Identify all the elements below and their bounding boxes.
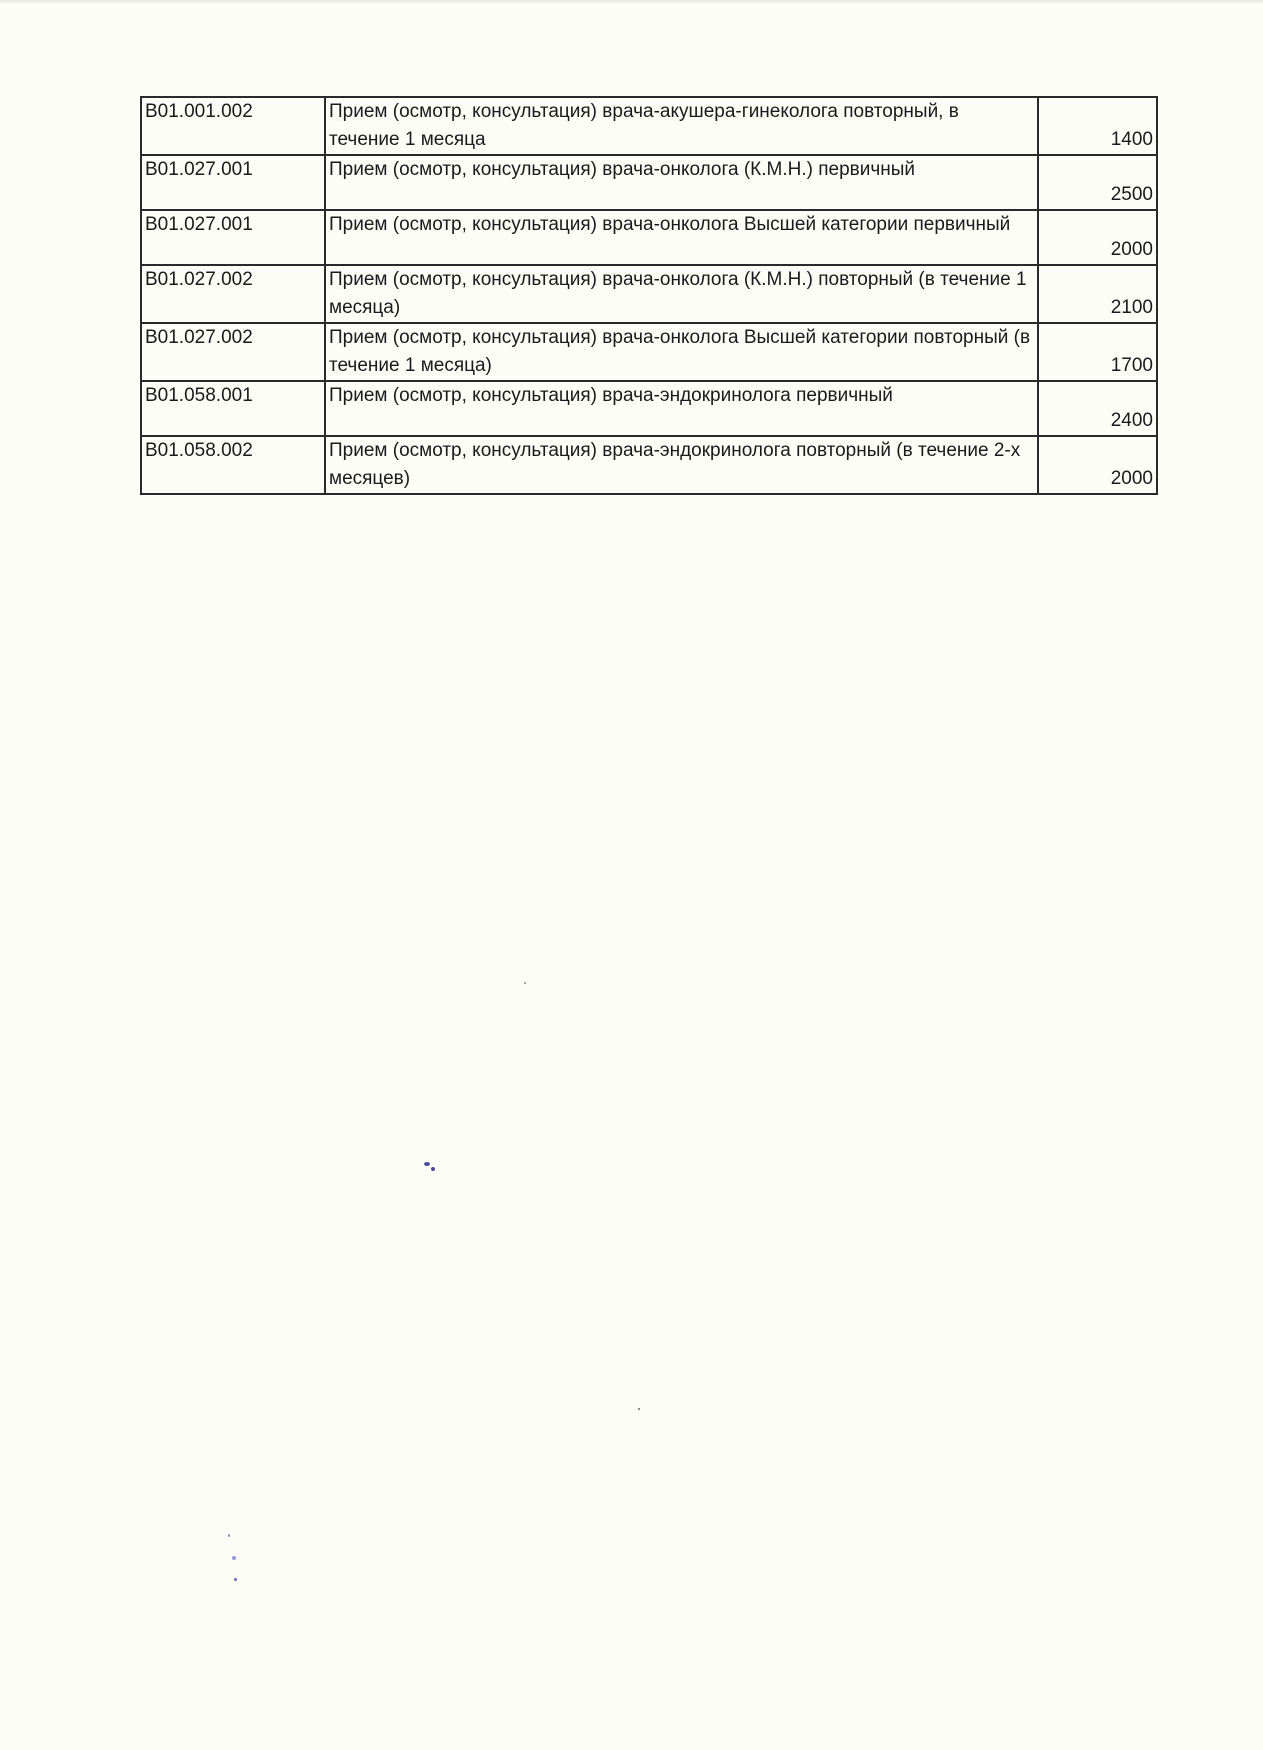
service-price: 2100 [1038,265,1157,323]
service-name: Прием (осмотр, консультация) врача-онколога Высшей категории первичный [325,210,1038,265]
service-price: 2000 [1038,210,1157,265]
service-name: Прием (осмотр, консультация) врача-онколога (К.М.Н.) первичный [325,155,1038,210]
service-code: B01.058.002 [141,436,325,494]
service-price: 2000 [1038,436,1157,494]
service-name: Прием (осмотр, консультация) врача-эндокринолога первичный [325,381,1038,436]
price-table [140,96,1158,495]
scan-speck [232,1556,236,1560]
scan-speck [638,1408,640,1410]
service-price: 1700 [1038,323,1157,381]
scan-speck [424,1162,430,1166]
table-row [141,210,1157,265]
table-row [141,155,1157,210]
scan-speck [431,1167,435,1171]
service-price: 1400 [1038,97,1157,155]
service-price: 2500 [1038,155,1157,210]
service-code: B01.001.002 [141,97,325,155]
scan-speck [524,982,526,984]
service-price: 2400 [1038,381,1157,436]
table-row [141,436,1157,494]
service-code: B01.027.002 [141,265,325,323]
service-name: Прием (осмотр, консультация) врача-онколога Высшей категории повторный (в течение 1 месяца) [325,323,1038,381]
table-row [141,381,1157,436]
service-name: Прием (осмотр, консультация) врача-акушера-гинеколога повторный, в течение 1 месяца [325,97,1038,155]
scan-speck [228,1534,230,1537]
service-code: B01.058.001 [141,381,325,436]
scan-speck [234,1578,237,1581]
scan-top-edge [0,0,1263,4]
table-row [141,97,1157,155]
table-row [141,323,1157,381]
service-code: B01.027.001 [141,155,325,210]
service-code: B01.027.002 [141,323,325,381]
service-name: Прием (осмотр, консультация) врача-онколога (К.М.Н.) повторный (в течение 1 месяца) [325,265,1038,323]
service-name: Прием (осмотр, консультация) врача-эндокринолога повторный (в течение 2-х месяцев) [325,436,1038,494]
table-row [141,265,1157,323]
service-code: B01.027.001 [141,210,325,265]
